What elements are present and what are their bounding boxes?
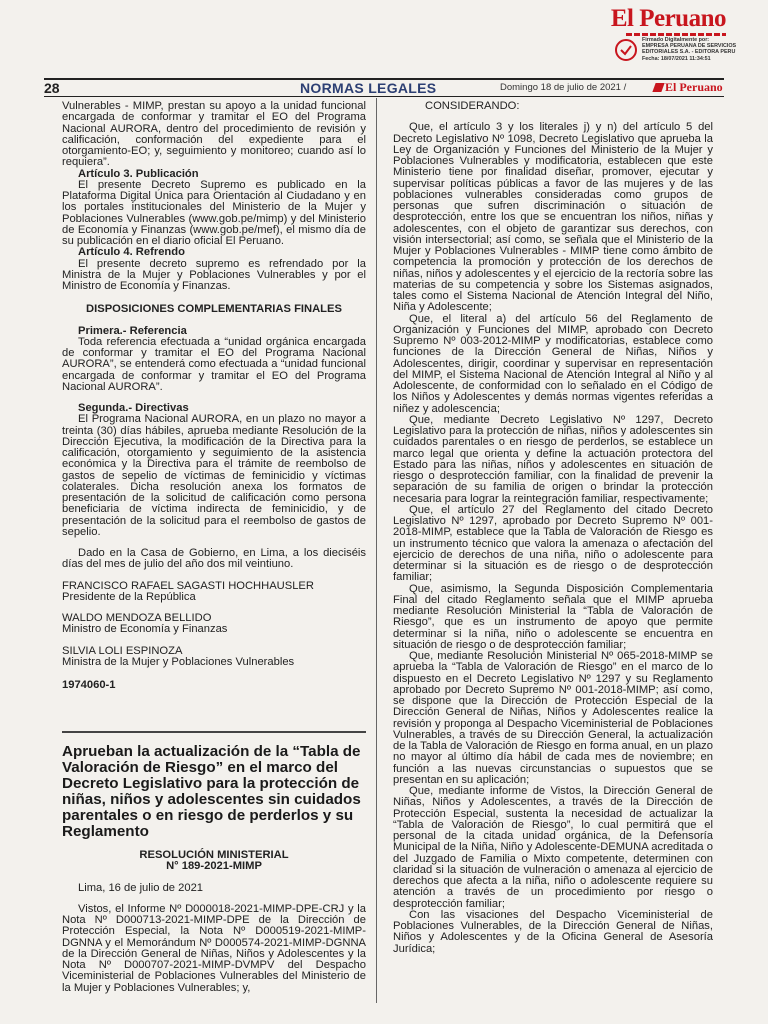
resolution-date: Lima, 16 de julio de 2021 bbox=[78, 881, 204, 894]
paragraph: Que, mediante informe de Vistos, la Dirección General de Niñas, Niños y Adolescentes, a través de la Dirección de Protección Especial, sustenta la necesidad de actualizar la “Tabla de Valoración de Riesgo”, lo cual permitirá que el personal de la citada unidad orgánica, de la Defensoría Municipal de la Niña, Niño y Adolescente-DEMUNA acreditada o del Juzgado de Familia o Mixto competente, determinen con claridad si la situación de vulneración o amenaza al ejercicio de derechos que afecta a la niña, niño o adolescente requiere su atención a través de un procedimiento por riesgo o desprotección familiar; bbox=[393, 785, 713, 910]
paragraph: Con las visaciones del Despacho Viceministerial de Poblaciones Vulnerables, de la Dirección General de Niñas, Niños y Adolescentes y de la Oficina General de Asesoría Jurídica; bbox=[393, 908, 713, 955]
page-number: 28 bbox=[44, 80, 60, 96]
article-heading: Artículo 4. Refrendo bbox=[78, 246, 185, 259]
left-column-top bbox=[62, 101, 366, 691]
signature-line: EMPRESA PERUANA DE SERVICIOS bbox=[642, 43, 737, 50]
provision-heading: Segunda.- Directivas bbox=[78, 402, 189, 414]
paragraph: Vulnerables - MIMP, prestan su apoyo a la unidad funcional encargada de conformar y tramitar el EO del Programa Nacional AURORA, dentro del procedimiento de revisión y calificación, conformación del expediente para el otorgamiento-EO; y, seguimiento y monitoreo; cuando así lo requiera”. bbox=[62, 100, 366, 169]
signatory-role: Presidente de la República bbox=[62, 590, 196, 603]
right-column bbox=[393, 101, 713, 955]
header-brand: El Peruano bbox=[654, 80, 723, 95]
paragraph: Que, el literal a) del artículo 56 del Reglamento de Organización y Funciones del MIMP, aprobado con Decreto Supremo Nº 003-2012-MIMP y modificatorias, establece como funciones de la Dirección General de Niñas, Niños y Adolescentes, dirigir, coordinar y supervisar en representación del MIMP, el Sistema Nacional de Atención Integral al Niño y al Adolescente, de conformidad con lo señalado en el Código de los Niños y Adolescentes y demás normas vigentes referidas a niñez y adolescencia; bbox=[393, 312, 713, 415]
article-separator bbox=[62, 731, 366, 733]
brand-logo: El Peruano bbox=[610, 5, 726, 32]
section-label: CONSIDERANDO: bbox=[425, 100, 520, 112]
paragraph: Toda referencia efectuada a “unidad orgánica encargada de conformar y tramitar el EO del Programa Nacional AURORA”, se entenderá como efectuada a “unidad funcional encargada de conformar y tramitar el EO del Programa Nacional AURORA”. bbox=[62, 335, 366, 393]
masthead-brand bbox=[611, 6, 726, 32]
brand-mark-icon bbox=[652, 83, 664, 92]
section-title: NORMAS LEGALES bbox=[300, 80, 437, 96]
article-headline: Aprueban la actualización de la “Tabla de Valoración de Riesgo” en el marco del Decreto Legislativo para la protección de niñas, niños y adolescentes sin cuidados parentales o en riesgo de perderlos y su Reglamento bbox=[62, 743, 361, 840]
signature-line: EDITORIALES S.A. - EDITORA PERU bbox=[642, 49, 736, 56]
header-bottom-rule bbox=[44, 96, 724, 97]
signatory-name: SILVIA LOLI ESPINOZA bbox=[62, 644, 183, 657]
issue-date: Domingo 18 de julio de 2021 / bbox=[500, 82, 627, 93]
paragraph: El presente decreto supremo es refrendado por la Ministra de la Mujer y Poblaciones Vulnerables y por el Ministro de Economía y Finanzas. bbox=[62, 257, 366, 292]
signature-line: Fecha: 18/07/2021 11:34:51 bbox=[642, 55, 711, 62]
paragraph: El presente Decreto Supremo es publicado en la Plataforma Digital Única para Orientación al Ciudadano y en los portales institucionales del Ministerio de la Mujer y Poblaciones Vulnerables (www.gob.pe/mimp) y del Ministerio de Economía y Finanzas (www.gob.pe/mef), el mismo día de su publicación en el diario oficial El Peruano. bbox=[62, 178, 366, 247]
signatory-role: Ministra de la Mujer y Poblaciones Vulnerables bbox=[62, 655, 295, 668]
paragraph: Que, mediante Resolución Ministerial Nº 065-2018-MIMP se aprueba la “Tabla de Valoración de Riesgo” en el marco de lo dispuesto en el Decreto Legislativo Nº 1297 y su Reglamento aprobado por Decreto Supremo Nº 001-2018-MIMP; así como, se dispone que la Dirección de Protección Especial de la Dirección General de Niñas, Niños y Adolescentes realice la revisión y proponga al Despacho Viceministerial de Poblaciones Vulnerables, a través de su Dirección General, la actualización de la Tabla de Valoración de Riesgo en forma anual, en un plazo no mayor al último día hábil de cada mes de noviembre; en función a las nuevas circunstancias o supuestos que se presentan en su aplicación; bbox=[393, 650, 713, 786]
brand-underline bbox=[626, 33, 726, 36]
paragraph: Que, el artículo 27 del Reglamento del citado Decreto Legislativo Nº 1297, aprobado por Decreto Supremo Nº 001-2018-MIMP, establece que la Tabla de Valoración de Riesgo es un instrumento técnico que valora la amenaza o afectación del ejercicio de derechos de una niña, niño o adolescente para determinar si la situación es de riesgo o de desprotección familiar; bbox=[393, 503, 713, 584]
paragraph: Dado en la Casa de Gobierno, en Lima, a los dieciséis días del mes de julio del año dos mil veintiuno. bbox=[62, 547, 366, 571]
resolution-number: N° 189-2021-MIMP bbox=[166, 860, 262, 873]
signatory-name: WALDO MENDOZA BELLIDO bbox=[62, 612, 212, 624]
digital-signature bbox=[642, 37, 762, 62]
signature-line: Firmado Digitalmente por: bbox=[642, 37, 710, 43]
column-divider bbox=[376, 98, 377, 1003]
section-heading: DISPOSICIONES COMPLEMENTARIAS FINALES bbox=[86, 303, 342, 316]
article-heading: Artículo 3. Publicación bbox=[78, 167, 199, 180]
paragraph: El Programa Nacional AURORA, en un plazo no mayor a treinta (30) días hábiles, aprueba mediante Resolución de la Dirección Ejecutiva, la modificación de la Directiva para la calificación, otorgamiento y seguimiento de la asistencia económica y la Directiva para el trámite de reembolso de gastos de sepelio de víctimas de feminicidio y víctimas colaterales. Dicha resolución anexa los formatos de presentación de la solicitud de calificación como persona beneficiaria de víctima indirecta de feminicidio, y de presentación de la solicitud para el reembolso de gastos de sepelio. bbox=[62, 413, 366, 538]
signatory-name: FRANCISCO RAFAEL SAGASTI HOCHHAUSLER bbox=[62, 579, 314, 592]
signatory-role: Ministro de Economía y Finanzas bbox=[62, 623, 228, 636]
digital-signature-icon bbox=[614, 38, 638, 62]
left-column-bottom bbox=[62, 744, 366, 994]
paragraph: Vistos, el Informe Nº D000018-2021-MIMP-DPE-CRJ y la Nota Nº D000713-2021-MIMP-DPE de la Dirección de Protección Especial, la Nota Nº D000519-2021-MIMP-DGNNA y el Memorándum Nº D000574-2021-MIMP-DGNNA de la Dirección General de Niñas, Niños y Adolescentes y la Nota Nº D000707-2021-MIMP-DVMPV del Despacho Viceministerial de Poblaciones Vulnerables del Ministerio de la Mujer y Poblaciones Vulnerables; y, bbox=[62, 902, 366, 994]
paragraph: Que, el artículo 3 y los literales j) y n) del artículo 5 del Decreto Legislativo Nº 1098, Decreto Legislativo que aprueba la Ley de Organización y Funciones del Ministerio de la Mujer y Poblaciones Vulnerables y modificatoria, establecen que este Ministerio tiene por finalidad diseñar, promover, ejecutar y supervisar políticas públicas a favor de las mujeres y de las poblaciones vulnerables consideradas como grupos de personas que sufren discriminación o situación de desprotección, entre los que se encuentran los niños, niñas y adolescentes, con el objeto de garantizar sus derechos, con visión intersectorial; así como, se señala que el Ministerio de la Mujer y Poblaciones Vulnerables - MIMP tiene como ámbito de competencia la promoción y protección de los derechos de niñas, niños y adolescentes y el ejercicio de la rectoría sobre las materias de su competencia y sobre los Sistemas asignados, tales como el Sistema Nacional de Atención Integral del Niño, Niña y Adolescente; bbox=[393, 121, 713, 314]
document-code: 1974060-1 bbox=[62, 679, 116, 691]
provision-heading: Primera.- Referencia bbox=[78, 324, 187, 337]
paragraph: Que, mediante Decreto Legislativo Nº 1297, Decreto Legislativo para la protección de niñas, niños y adolescentes sin cuidados parentales o en riesgo de perderlos, se establece un marco legal que orienta y define la actuación protectora del Estado para las niñas, niños y adolescentes en situación de riesgo o desprotección familiar, con la finalidad de prevenir la separación de su familia de origen o brindar la protección necesaria para lograr la reintegración familiar, respectivamente; bbox=[393, 413, 713, 505]
paragraph: Que, asimismo, la Segunda Disposición Complementaria Final del citado Reglamento señala que el MIMP aprueba mediante Resolución Ministerial la “Tabla de Valoración de Riesgo”, que es un instrumento de apoyo que permite determinar si la niña, niño o adolescente se encuentra en situación de riesgo o de desprotección familiar; bbox=[393, 582, 713, 651]
resolution-title: RESOLUCIÓN MINISTERIAL bbox=[139, 849, 289, 861]
